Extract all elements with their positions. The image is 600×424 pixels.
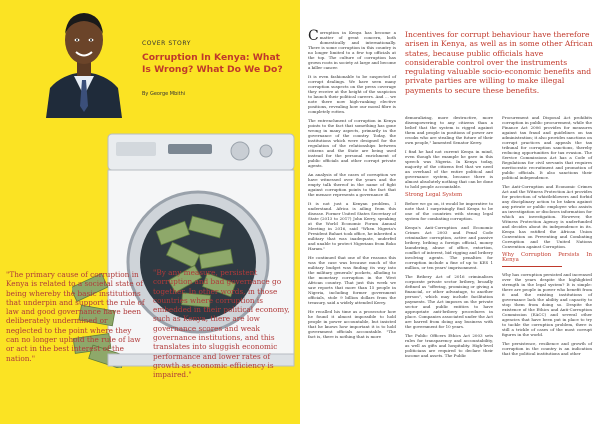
article-paragraph: demoralizing, more destructive, more disempowering to any citizens than a belief that the system is rigged against them and people in positions of power are crooks who are stealing the future of their own people," lamented Senator Kerry. <box>405 115 493 145</box>
article-paragraph: It is even fashionable to be suspected of corrupt dealings. We have seen many corruption suspects on the press coverage they receive at the height of the suspicion to launch their political careers. And ... we note there now high-ranking elective positions, revealing how our moral fibre is completely rotten. <box>308 74 396 114</box>
article-paragraph: It is not just a Kenyan problem, I understand. Africa is ailing from this disease. Former United States Secretary of State (2013 to 2017) John Kerry, speaking at the World Economic Forum Annual Meeting in 2016, said "When Nigeria's President Buhari took office, he inherited a military that was inadequate, underfed and unable to protect Nigerians from Boko Haram." <box>308 201 396 251</box>
article-paragraph: Corruption in Kenya has become a matter of great concern, both domestically and internationally. There is some corruption in this country is no longer limited to a few top officials at the top. The culture of corruption has grown roots in society at large and become a killer cancer. <box>308 28 396 70</box>
article-paragraph: Why has corruption persisted and increased over the years despite the highlighted strength in the legal system? It is simple: there are people in power who benefit from it and the existing institutions of governance lack the ability and capacity to stop them from doing so. Despite the existence of the Ethics and Anti-Corruption Commission (EACC) and several other agencies that have been put in place to try to tackle the corruption problem, there is still a trickle of cases of the most corrupt figures in the world. <box>502 272 592 337</box>
subheading: Strong Legal System <box>405 192 463 198</box>
article-paragraph: The Bribery Act of 2016 criminalises corporate private sector bribery, broadly defined as "offering, promising or giving a financial, or other advantage, to another person", which may include facilitation payments. The Act imposes on the private sector and public entities to have appropriate anti-bribery procedures in place. Companies associated under the Act are barred from doing any business with the government for 10 years. <box>405 274 493 329</box>
article-paragraph: He recalled his time as a prosecutor how he found it almost impossible to hold people in power accountable, but insisted that he knows how important it is to hold government officials accountable. "The fact is, there is nothing that is more <box>308 309 396 339</box>
subheading: Why Corruption Persists In Kenya <box>502 252 592 263</box>
article-column-3 <box>502 115 592 360</box>
deck-quote: Incentives for corrupt behaviour have therefore arisen in Kenya, as well as in some other African states, because public officials have considerable control over the instruments regulating valuable socio-economic benefits and private parties are willing to make illegal payments to secure these benefits. <box>405 30 593 95</box>
article-paragraph: Procurement and Disposal Act prohibits corruption in public procurement, while the Finance Act 2006 provides for measures against tax fraud and guidelines on tax administration; it also provides sanctions on corrupt practices and appeals the tax tribunal for corruption sanctions, thereby reducing opportunities for tax evasion. The Service Commissions Act has a Code of Regulations for civil servants that requires meritocratic recruitment and promotion of public officials. It also sanctions their political independence. <box>502 115 592 180</box>
article-paragraph: Kenya's Anti-Corruption and Economic Crimes Act 2003 and Penal Code criminalize corruption, active and passive bribery, bribing a foreign official, money laundering, abuse of office, extortion, conflict of interest, bid rigging and bribery involving agents. The penalties for corruption include a fine of up to KES 1 million, or ten years' imprisonment. <box>405 225 493 270</box>
story-label: COVER STORY <box>142 40 192 47</box>
byline: By George Mbithi <box>142 91 186 97</box>
article-paragraph: The Public Officers Ethics Act 2003 sets rules for transparency and accountability, as well as gifts and hospitality. High-level politicians are required to declare their income and assets. The Public <box>405 333 493 358</box>
right-page <box>300 0 600 424</box>
subheading-rule <box>502 266 562 267</box>
author-photo <box>40 0 128 118</box>
article-column-1 <box>308 30 396 343</box>
article-paragraph: Before we go on, it would be imperative to note that I surprisingly find Kenya to be one of the countries with strong legal system for combating corruption. <box>405 201 493 221</box>
article-paragraph: An analysis of the cases of corruption we have witnessed over the years and the empty talk thereof in the name of fight against corruption points to the fact that the menace represents a governance ill. <box>308 172 396 197</box>
article-column-2 <box>405 115 493 362</box>
drop-cap: C <box>308 28 319 44</box>
article-paragraph: The entrenchment of corruption in Kenya points to the fact that something has gone wrong in many aspects, primarily in the governance of the country. Today, the institutions which were designed for the regulation of the relationships between citizens and the State are being used instead for the personal enrichment of public officials and other corrupt private agents. <box>308 118 396 168</box>
article-paragraph: The Anti-Corruption and Economic Crimes Act and the Witness Protection Act provides for protection of whistleblowers and forbid any disciplinary action to be taken against any private or public employee who assists an investigation or discloses information for which an investigation. However, the Witness Protection Agency is underfunded and decides about its independence in its. Kenya has ratified the African Union Convention on Preventing and Combating Corruption and the United Nations Convention against Corruption. <box>502 184 592 249</box>
article-paragraph: He continued that one of the reasons this was the case was because much of the military budget was finding its way into the military generals' pockets, alluding to the monetary corruption in the West African country. That just this week we saw reports that more than 15 people in Nigeria, including former government officials, stole 9 billion dollars from the treasury, said a widely attended Kerry. <box>308 255 396 305</box>
pull-quote-left: "The primary cause of corruption in Kenya is related to a societal state of being whereby the basic institutions that underpin and support the rule of law and good governance have been deliberately undermined or neglected to the point where they can no longer uphold the rule of law or act in the best interest of the nation." <box>6 270 145 363</box>
article-paragraph: The persistence, resilience and growth of corruption in the country is an indication that the political institutions and other <box>502 341 592 356</box>
article-paragraph: I find he had not current Kenya in mind, even though the example he gave in this speech was Nigeria. In Kenya today, majority of the citizens feel that we need an overhaul of the entire political and governance system, because there is almost absolutely nothing that can be done to hold people accountable. <box>405 149 493 189</box>
headline: Corruption In Kenya: What Is Wrong? What Do We Do? <box>142 52 283 75</box>
pull-quote-right: "By any measure, persistent corruption and bad governance go together. In other words, in those countries where corruption is embedded in their political economy, such as Kenya, there are low governance scores and weak governance institutions, and this translates into sluggish economic performance and lower rates of growth as economic efficiency is impaired." <box>153 268 290 380</box>
